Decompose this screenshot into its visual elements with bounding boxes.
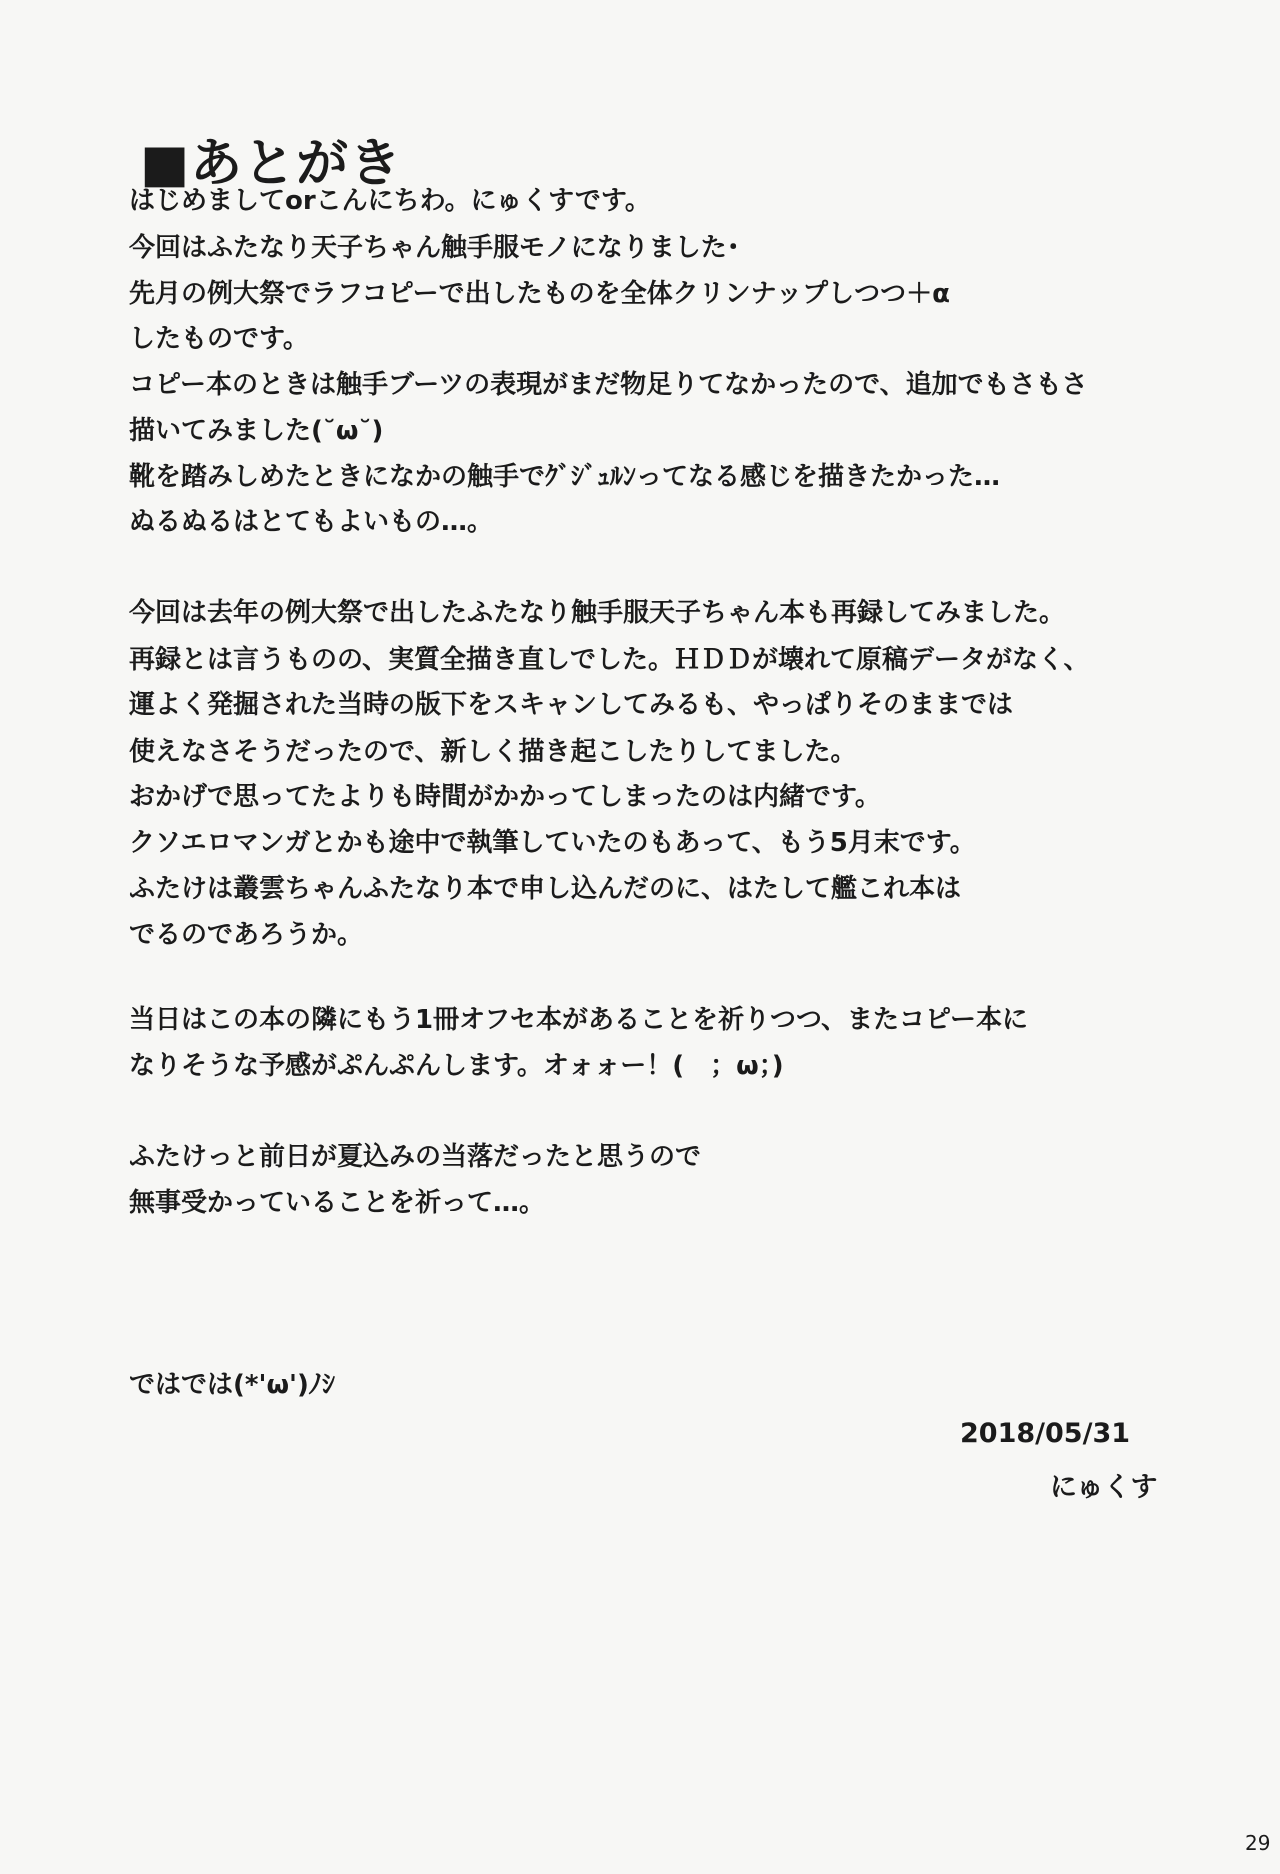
text-line: 先月の例大祭でラフコピーで出したものを全体クリンナップしつつ＋α (129, 279, 951, 309)
date: 2018/05/31 (960, 1418, 1131, 1449)
text-line: 使えなさそうだったので、新しく描き起こしたりしてました。 (129, 737, 857, 767)
text-line: 運よく発掘された当時の版下をスキャンしてみるも、やっぱりそのままでは (129, 690, 1014, 720)
text-line: 描いてみました(˘ω˘) (129, 416, 384, 446)
text-line: 無事受かっていることを祈って…。 (129, 1188, 546, 1218)
text-line: おかげで思ってたよりも時間がかかってしまったのは内緒です。 (129, 782, 881, 812)
text-line: 再録とは言うものの、実質全描き直しでした。ＨＤＤが壊れて原稿データがなく、 (129, 645, 1090, 675)
author-name: にゅくす (1050, 1472, 1158, 1503)
text-line: ふたけは叢雲ちゃんふたなり本で申し込んだのに、はたして艦これ本は (129, 874, 962, 904)
text-line: クソエロマンガとかも途中で執筆していたのもあって、もう5月末です。 (129, 828, 976, 858)
text-line: 当日はこの本の隣にもう1冊オフセ本があることを祈りつつ、またコピー本に (129, 1005, 1028, 1035)
text-line: 今回は去年の例大祭で出したふたなり触手服天子ちゃん本も再録してみました。 (129, 598, 1066, 628)
text-line: なりそうな予感がぷんぷんします。オォォー！( ；ω；) (129, 1051, 784, 1081)
page-number: 29 (1245, 1831, 1271, 1855)
text-line: 今回はふたなり天子ちゃん触手服モノになりました･ (129, 233, 740, 263)
text-line: ぬるぬるはとてもよいもの…。 (129, 507, 494, 537)
page-title: ■あとがき (140, 134, 403, 194)
text-line: コピー本のときは触手ブーツの表現がまだ物足りてなかったので、追加でもさもさ (129, 370, 1088, 400)
text-line: 靴を踏みしめたときになかの触手でｸﾞｼﾞｭﾙﾝってなる感じを描きたかった… (129, 462, 1001, 492)
text-line: したものです。 (129, 324, 309, 354)
text-line: でるのであろうか。 (129, 920, 364, 950)
text-line: ふたけっと前日が夏込みの当落だったと思うので (129, 1142, 702, 1172)
text-line: はじめましてorこんにちわ。にゅくすです。 (129, 186, 651, 216)
closing-line: ではでは(*'ω')ﾉｼ (129, 1370, 335, 1400)
